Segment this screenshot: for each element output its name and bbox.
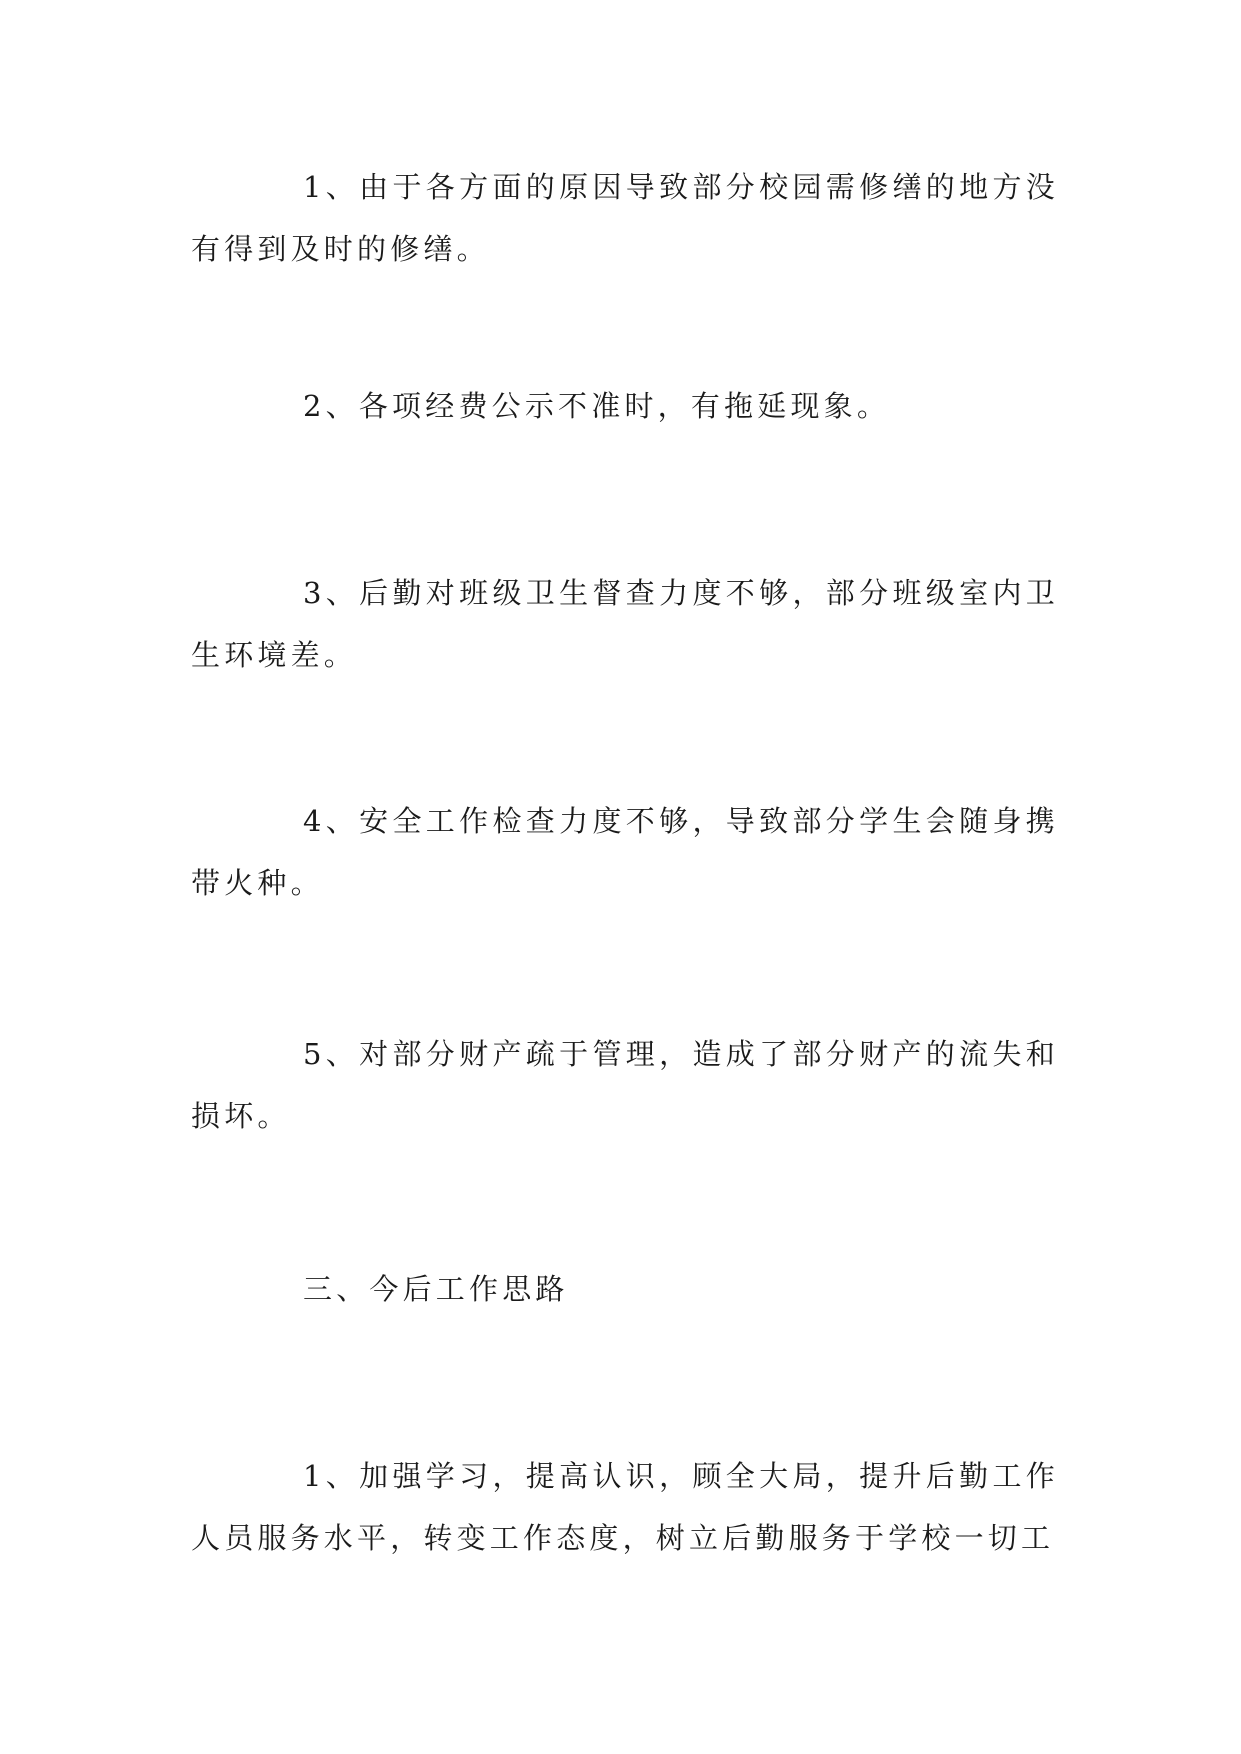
- paragraph-issue-3: 3、后勤对班级卫生督查力度不够，部分班级室内卫生环境差。: [191, 576, 1059, 672]
- paragraph-issue-4: 4、安全工作检查力度不够，导致部分学生会随身携带火种。: [191, 804, 1059, 900]
- paragraph-issue-2: 2、各项经费公示不准时，有拖延现象。: [303, 389, 891, 423]
- paragraph-issue-5: 5、对部分财产疏于管理，造成了部分财产的流失和损坏。: [191, 1037, 1059, 1133]
- paragraph-plan-1: 1、加强学习，提高认识，顾全大局，提升后勤工作人员服务水平，转变工作态度，树立后勤服务于学校一切工: [191, 1459, 1059, 1555]
- paragraph-issue-1: 1、由于各方面的原因导致部分校园需修缮的地方没有得到及时的修缮。: [191, 170, 1059, 266]
- section-heading-future-work: 三、今后工作思路: [303, 1272, 569, 1306]
